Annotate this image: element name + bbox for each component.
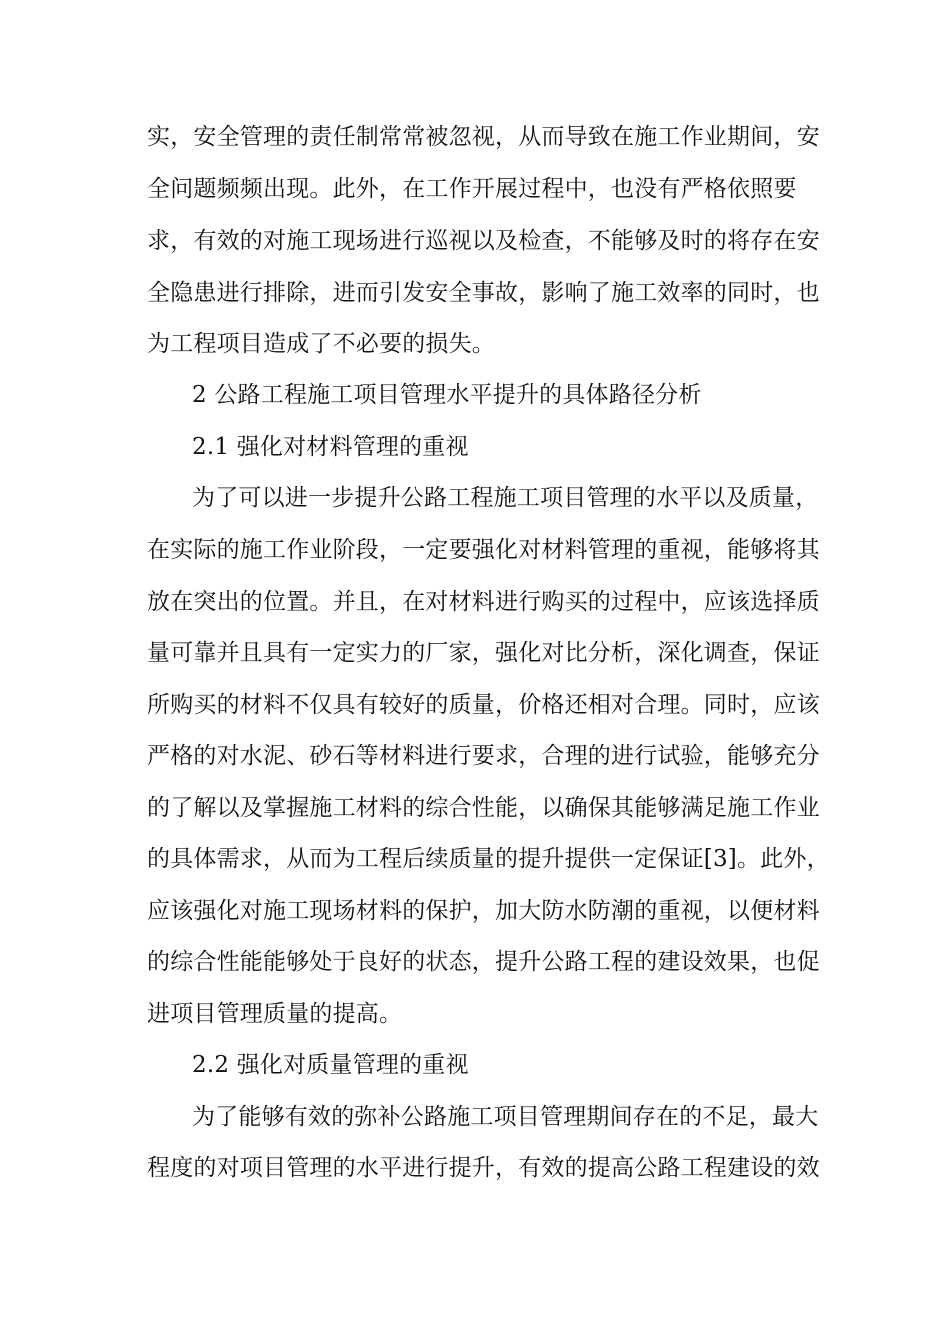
subsection-heading: 2.2 强化对质量管理的重视 bbox=[192, 1052, 469, 1078]
paragraph-line: 严格的对水泥、砂石等材料进行要求，合理的进行试验，能够充分 bbox=[147, 743, 820, 769]
paragraph-line: 在实际的施工作业阶段，一定要强化对材料管理的重视，能够将其 bbox=[147, 537, 820, 563]
paragraph-line: 量可靠并且具有一定实力的厂家，强化对比分析，深化调查，保证 bbox=[147, 640, 820, 666]
paragraph-line: 的了解以及掌握施工材料的综合性能，以确保其能够满足施工作业 bbox=[147, 795, 820, 821]
subsection-heading: 2.1 强化对材料管理的重视 bbox=[192, 434, 469, 460]
paragraph-line: 的具体需求，从而为工程后续质量的提升提供一定保证[3]。此外， bbox=[147, 846, 830, 872]
section-heading: 2 公路工程施工项目管理水平提升的具体路径分析 bbox=[192, 382, 702, 408]
paragraph-line: 求，有效的对施工现场进行巡视以及检查，不能够及时的将存在安 bbox=[147, 228, 820, 254]
paragraph-line: 全问题频频出现。此外，在工作开展过程中，也没有严格依照要 bbox=[147, 176, 797, 202]
paragraph-line: 实，安全管理的责任制常常被忽视，从而导致在施工作业期间，安 bbox=[147, 124, 820, 150]
paragraph-line: 为了可以进一步提升公路工程施工项目管理的水平以及质量， bbox=[192, 485, 819, 511]
paragraph-line: 为了能够有效的弥补公路施工项目管理期间存在的不足，最大 bbox=[192, 1104, 819, 1130]
paragraph-line: 全隐患进行排除，进而引发安全事故，影响了施工效率的同时，也 bbox=[147, 280, 820, 306]
paragraph-line: 程度的对项目管理的水平进行提升，有效的提高公路工程建设的效 bbox=[147, 1155, 820, 1181]
paragraph-line: 所购买的材料不仅具有较好的质量，价格还相对合理。同时，应该 bbox=[147, 692, 820, 718]
paragraph-line: 放在突出的位置。并且，在对材料进行购买的过程中，应该选择质 bbox=[147, 589, 820, 615]
paragraph-line: 进项目管理质量的提高。 bbox=[147, 1001, 403, 1027]
paragraph-line: 的综合性能能够处于良好的状态，提升公路工程的建设效果，也促 bbox=[147, 949, 820, 975]
paragraph-line: 应该强化对施工现场材料的保护，加大防水防潮的重视，以便材料 bbox=[147, 898, 820, 924]
paragraph-line: 为工程项目造成了不必要的损失。 bbox=[147, 331, 495, 357]
